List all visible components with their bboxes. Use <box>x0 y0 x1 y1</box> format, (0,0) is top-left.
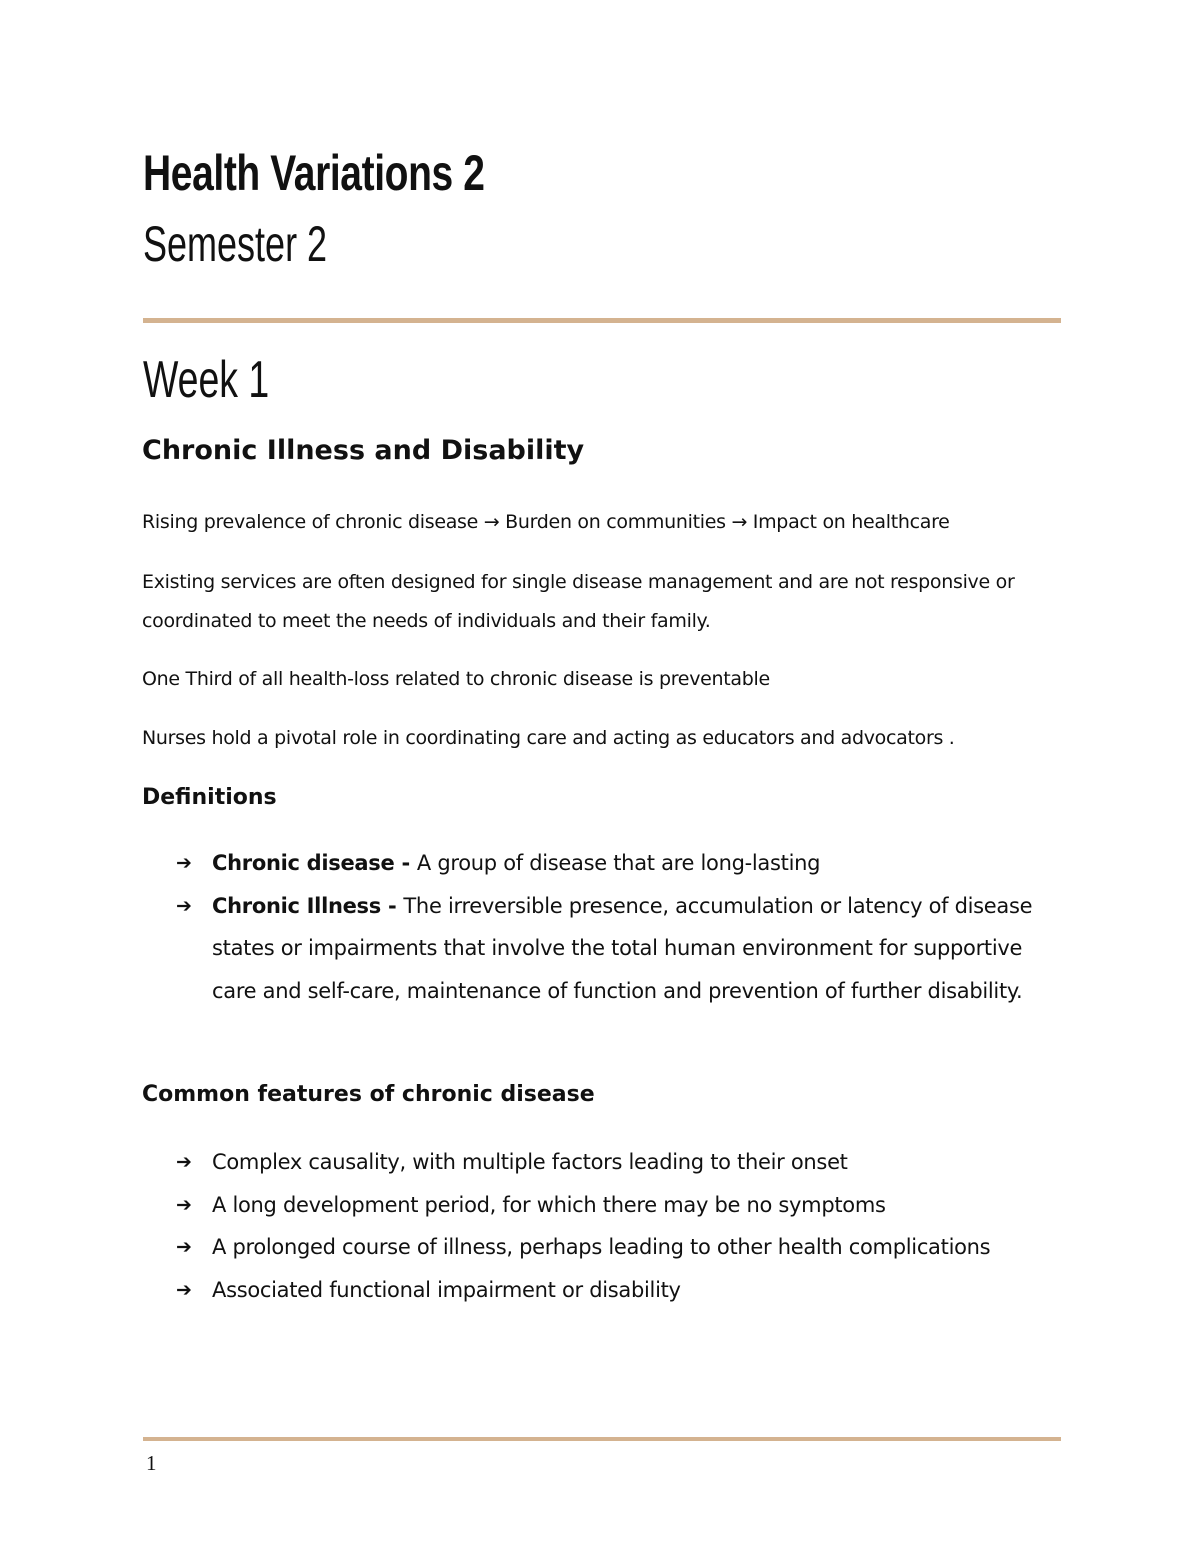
document-title: Health Variations 2 <box>143 145 485 201</box>
arrow-bullet-icon: ➔ <box>176 1193 192 1216</box>
list-item <box>176 1141 1056 1184</box>
header-divider <box>143 318 1061 323</box>
arrow-bullet-icon: ➔ <box>176 1151 192 1173</box>
features-list <box>176 1141 1056 1311</box>
definition-term: Chronic disease - <box>212 851 417 875</box>
feature-text: A prolonged course of illness, perhaps leading to other health complications <box>212 1235 991 1259</box>
list-item <box>176 1269 1056 1312</box>
arrow-bullet-icon: ➔ <box>176 852 192 874</box>
arrow-bullet-icon: ➔ <box>176 1278 192 1301</box>
feature-text: A long development period, for which there may be no symptoms <box>212 1192 886 1217</box>
definition-text: A group of disease that are long-lasting <box>416 851 821 875</box>
features-heading: Common features of chronic disease <box>142 1082 595 1107</box>
definitions-heading: Definitions <box>142 785 277 810</box>
feature-text: Associated functional impairment or disability <box>212 1277 681 1302</box>
arrow-bullet-icon: ➔ <box>176 894 192 917</box>
definition-text: The irreversible presence, accumulation or latency of disease states or impairments that involve the total human environment for supportive care and self-care, maintenance of function and prevention of further disability. <box>212 893 1033 1003</box>
page-number: 1 <box>146 1451 157 1475</box>
definition-term: Chronic Illness - <box>212 893 404 918</box>
paragraph-nurses: Nurses hold a pivotal role in coordinating care and acting as educators and advocators . <box>142 727 955 749</box>
list-item <box>176 1226 1056 1269</box>
footer-divider <box>143 1437 1061 1441</box>
week-heading: Week 1 <box>143 351 270 409</box>
paragraph-prevalence: Rising prevalence of chronic disease → Burden on communities → Impact on healthcare <box>142 511 950 533</box>
document-subtitle: Semester 2 <box>143 216 328 272</box>
list-item <box>176 1184 1056 1227</box>
list-item <box>176 842 1056 885</box>
list-item <box>176 885 1056 1013</box>
paragraph-services: Existing services are often designed for single disease management and are not responsive or coordinated to meet the needs of individuals and their family. <box>142 571 1015 632</box>
arrow-bullet-icon: ➔ <box>176 1236 192 1258</box>
definitions-list <box>176 842 1056 1012</box>
feature-text: Complex causality, with multiple factors leading to their onset <box>212 1150 848 1174</box>
paragraph-preventable: One Third of all health-loss related to chronic disease is preventable <box>142 668 770 690</box>
section-heading: Chronic Illness and Disability <box>142 435 585 466</box>
